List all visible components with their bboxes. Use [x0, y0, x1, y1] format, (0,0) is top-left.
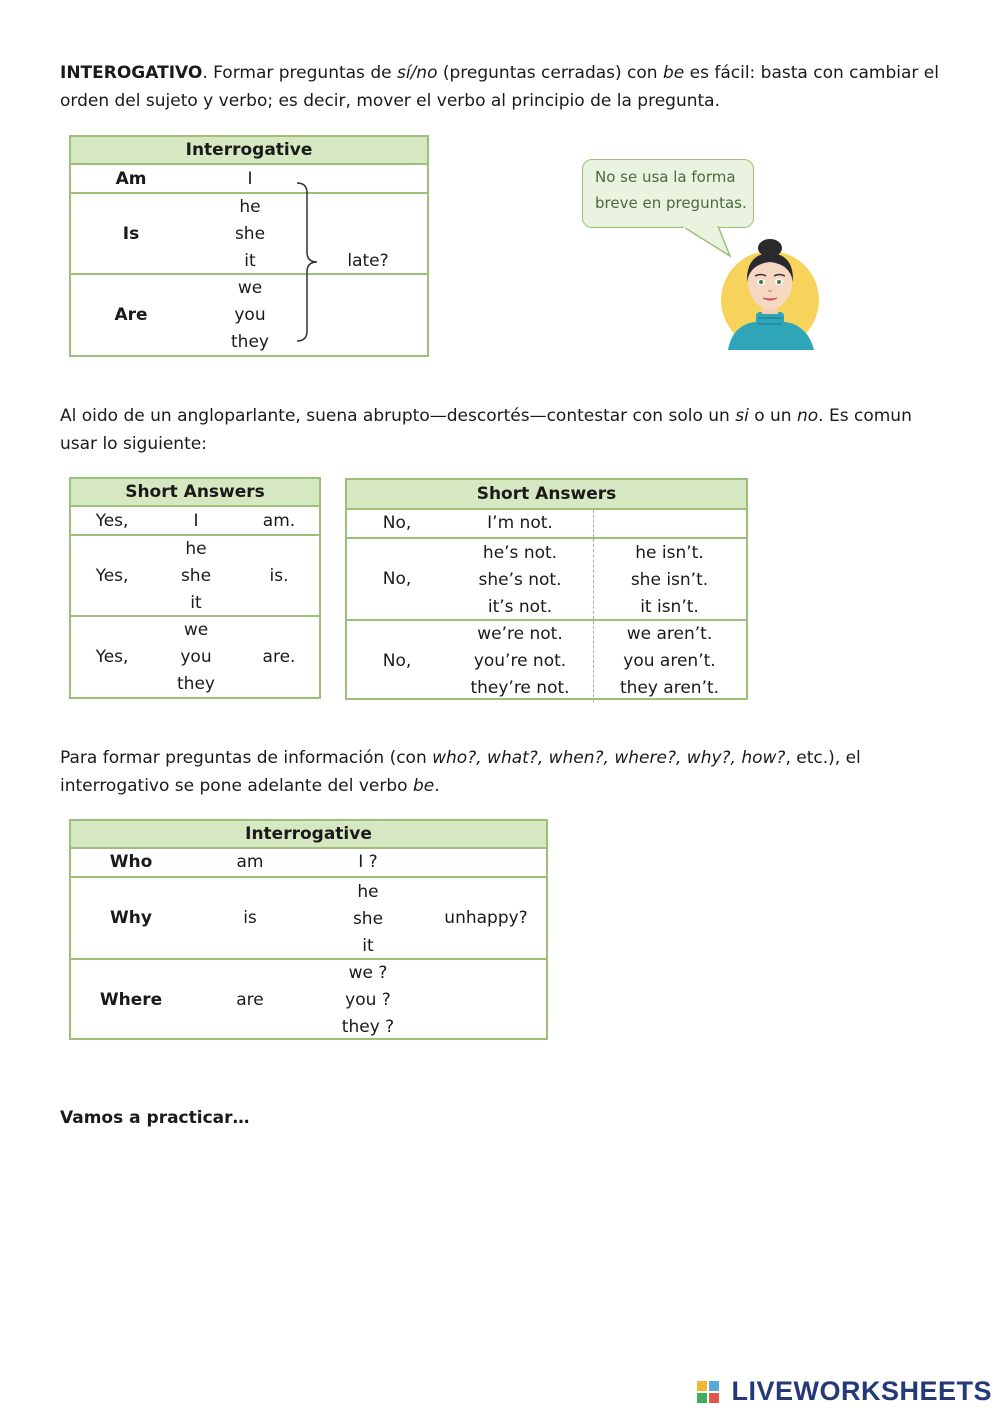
- subject-cell: they: [177, 674, 215, 694]
- short-answers-no-table: [345, 478, 748, 700]
- table-header: Interrogative: [71, 137, 427, 165]
- contraction-stack: [447, 621, 593, 702]
- contraction-cell: they’re not.: [470, 678, 570, 698]
- wh-interrogative-table: [69, 819, 548, 1040]
- no-cell: No,: [382, 513, 412, 533]
- verb-cell: Are: [114, 305, 148, 325]
- verb-cell: are.: [262, 647, 296, 667]
- subject-cell: you ?: [345, 990, 391, 1010]
- subject-cell: I ?: [358, 852, 378, 872]
- table-row: [71, 194, 427, 275]
- contraction-cell: he’s not.: [482, 543, 558, 563]
- para2-text-1: Al oido de un angloparlante, suena abrupto—descortés—contestar con solo un: [60, 406, 736, 426]
- subject-cell: he: [239, 197, 261, 217]
- politeness-paragraph: [60, 402, 940, 458]
- yes-cell: Yes,: [95, 566, 129, 586]
- info-questions-paragraph: [60, 744, 940, 800]
- para2-italic-2: no: [796, 406, 819, 426]
- intro-lead: INTEROGATIVO: [60, 63, 203, 83]
- table-header: Short Answers: [71, 479, 319, 507]
- para3-text-2: , etc.), el interrogativo se pone adelante del verbo: [60, 748, 861, 796]
- table-row: [71, 507, 319, 536]
- table-header: Interrogative: [71, 821, 546, 849]
- interrogative-table: [69, 135, 429, 357]
- subject-cell: she: [352, 909, 384, 929]
- intro-text-1: . Formar preguntas de: [202, 63, 397, 83]
- subject-cell: we: [183, 620, 209, 640]
- table-header: Short Answers: [347, 480, 746, 510]
- wh-word-cell: Why: [110, 908, 152, 928]
- contraction-cell: they aren’t.: [619, 678, 720, 698]
- contraction-cell: you aren’t.: [623, 651, 716, 671]
- complement-cell: late?: [347, 251, 389, 271]
- para2-italic-1: si: [735, 406, 749, 426]
- table-row: [347, 621, 746, 702]
- table-row: [71, 536, 319, 617]
- complement-cell: unhappy?: [444, 908, 528, 928]
- no-cell: No,: [382, 651, 412, 671]
- verb-cell: are: [236, 990, 264, 1010]
- contraction-cell: I’m not.: [487, 513, 553, 533]
- contraction-cell: he isn’t.: [635, 543, 704, 563]
- intro-text-3: es fácil: basta con cambiar el orden del sujeto y verbo; es decir, mover el verbo al principio de la pregunta.: [60, 63, 939, 111]
- yes-cell: Yes,: [95, 511, 129, 531]
- contraction-stack: [447, 540, 593, 621]
- brand-logo[interactable]: LIVEWORKSHEETS: [731, 1376, 992, 1406]
- wh-word-cell: Who: [109, 852, 153, 872]
- short-answers-yes-table: [69, 477, 321, 699]
- contraction-cell: we aren’t.: [626, 624, 713, 644]
- table-row: [71, 878, 546, 960]
- bubble-line: breve en preguntas.: [595, 194, 747, 212]
- contraction-cell: it’s not.: [487, 597, 553, 617]
- subject-cell: you: [234, 305, 266, 325]
- subject-cell: she: [180, 566, 212, 586]
- verb-cell: is: [243, 908, 257, 928]
- subject-cell: he: [357, 882, 379, 902]
- table-row: [71, 275, 427, 357]
- subject-cell: she: [234, 224, 266, 244]
- para2-text-3: . Es comun usar lo siguiente:: [60, 406, 912, 454]
- subject-cell: I: [193, 511, 199, 531]
- contraction-cell: you’re not.: [473, 651, 567, 671]
- curly-brace-icon: [291, 177, 331, 343]
- liveworksheets-logo-icon: [697, 1381, 719, 1403]
- subject-stack: [309, 879, 427, 960]
- wh-word-cell: Where: [99, 990, 163, 1010]
- yes-cell: Yes,: [95, 647, 129, 667]
- speech-bubble: [582, 159, 754, 228]
- subject-cell: he: [185, 539, 207, 559]
- subject-cell: we: [237, 278, 263, 298]
- bubble-line: No se usa la forma: [595, 168, 736, 186]
- verb-cell: is.: [269, 566, 289, 586]
- subject-cell: it: [190, 593, 202, 613]
- practice-heading: Vamos a practicar…: [60, 1108, 250, 1128]
- table-row: [71, 165, 427, 194]
- para3-text-3: .: [434, 776, 440, 796]
- verb-cell: Is: [122, 224, 140, 244]
- intro-italic-1: sí/no: [396, 63, 438, 83]
- verb-cell: am.: [262, 511, 296, 531]
- subject-cell: they: [231, 332, 269, 352]
- verb-cell: Am: [115, 169, 147, 189]
- table-row: [71, 617, 319, 699]
- intro-paragraph: [60, 59, 940, 115]
- table-row: [71, 849, 546, 878]
- subject-stack: [153, 617, 239, 698]
- subject-cell: they ?: [341, 1017, 395, 1037]
- contraction-cell: we’re not.: [477, 624, 563, 644]
- para2-text-2: o un: [748, 406, 797, 426]
- contraction-cell: it isn’t.: [640, 597, 699, 617]
- subject-cell: it: [244, 251, 256, 271]
- teacher-avatar-icon: [718, 238, 822, 352]
- verb-cell: am: [236, 852, 264, 872]
- table-row: [347, 510, 746, 539]
- subject-cell: we ?: [348, 963, 388, 983]
- alt-contraction-stack: [593, 540, 746, 621]
- para3-italic-1: who?, what?, when?, where?, why?, how?: [432, 748, 786, 768]
- table-row: [347, 539, 746, 621]
- contraction-cell: she’s not.: [478, 570, 562, 590]
- no-cell: No,: [382, 569, 412, 589]
- subject-stack: [309, 960, 427, 1041]
- subject-stack: [153, 536, 239, 617]
- para3-text-1: Para formar preguntas de información (con: [60, 748, 433, 768]
- alt-contraction-stack: [593, 621, 746, 702]
- subject-cell: I: [247, 169, 253, 189]
- para3-italic-2: be: [412, 776, 435, 796]
- subject-cell: you: [180, 647, 212, 667]
- contraction-cell: she isn’t.: [630, 570, 709, 590]
- subject-cell: it: [362, 936, 374, 956]
- table-row: [71, 960, 546, 1041]
- intro-text-2: (preguntas cerradas) con: [437, 63, 663, 83]
- intro-italic-2: be: [662, 63, 685, 83]
